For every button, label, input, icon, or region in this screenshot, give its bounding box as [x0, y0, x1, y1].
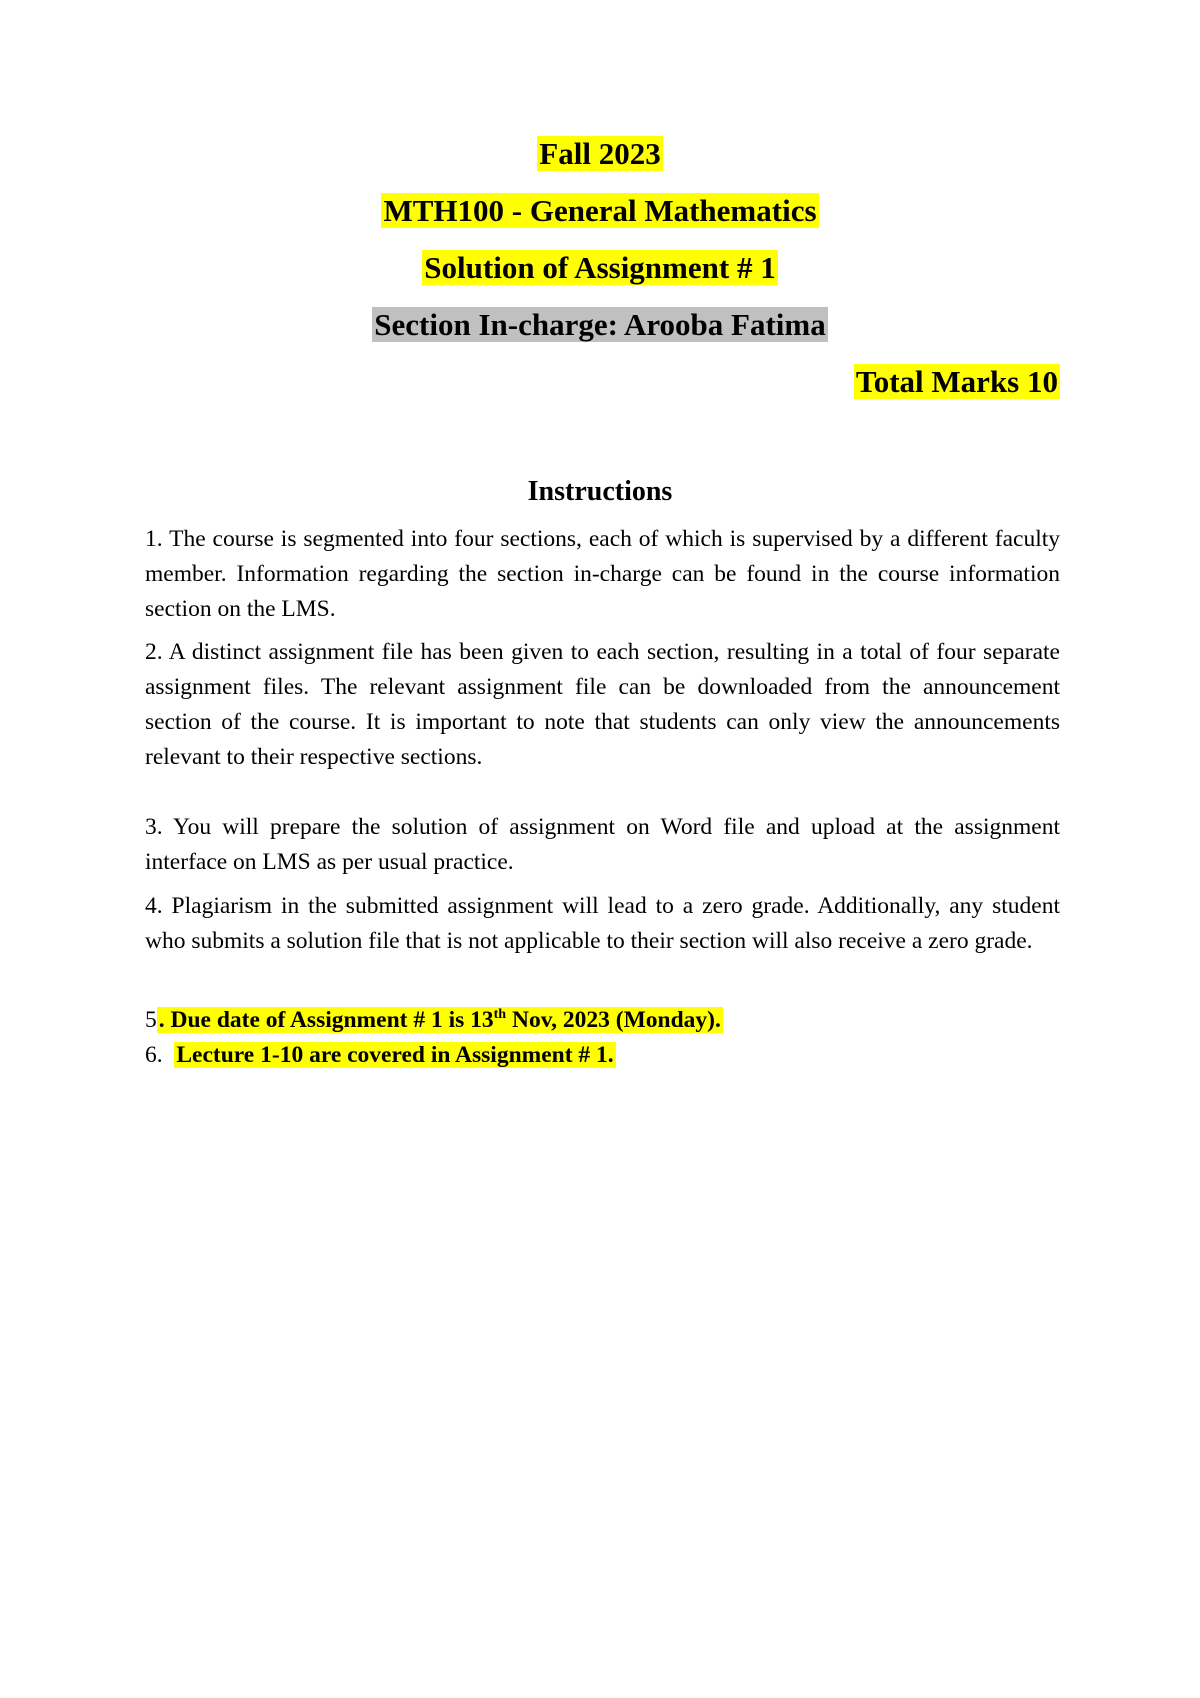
due-date-text-after: Nov, 2023 (Monday). [506, 1007, 721, 1033]
instruction-item-5 [145, 1003, 1060, 1038]
semester-text: Fall 2023 [539, 136, 661, 171]
total-marks-text: Total Marks 10 [855, 364, 1058, 399]
due-date-superscript: th [493, 1007, 507, 1023]
instruction-item-6 [145, 1038, 1060, 1073]
semester-heading [0, 134, 1200, 174]
instruction-item-1: 1. The course is segmented into four sections, each of which is supervised by a different faculty member. Information regarding the section in-charge can be found in the course information section on the LMS. [145, 526, 1060, 622]
section-incharge-heading [0, 305, 1200, 345]
total-marks-heading [854, 362, 1060, 402]
item-6-number: 6. [145, 1042, 163, 1068]
due-date-highlight [157, 1007, 723, 1033]
title-text: Solution of Assignment # 1 [424, 250, 776, 285]
item-5-number: 5 [145, 1007, 157, 1033]
instruction-item-4: 4. Plagiarism in the submitted assignment will lead to a zero grade. Additionally, any student who submits a solution file that is not applicable to their section will also receive a zero grade. [145, 893, 1060, 954]
lecture-coverage-text: Lecture 1-10 are covered in Assignment # 1. [176, 1042, 614, 1068]
due-date-text-before: . Due date of Assignment # 1 is 13 [158, 1007, 494, 1033]
course-text: MTH100 - General Mathematics [383, 193, 817, 228]
instructions-heading: Instructions [527, 476, 673, 507]
document-title [0, 248, 1200, 288]
instruction-item-2: 2. A distinct assignment file has been given to each section, resulting in a total of four separate assignment files. The relevant assignment file can be downloaded from the announcement section of the course. It is important to note that students can only view the announcements relevant to their respective sections. [145, 639, 1060, 770]
instruction-item-3: 3. You will prepare the solution of assignment on Word file and upload at the assignment interface on LMS as per usual practice. [145, 814, 1060, 875]
course-heading [0, 191, 1200, 231]
section-incharge-text: Section In-charge: Arooba Fatima [374, 307, 826, 342]
